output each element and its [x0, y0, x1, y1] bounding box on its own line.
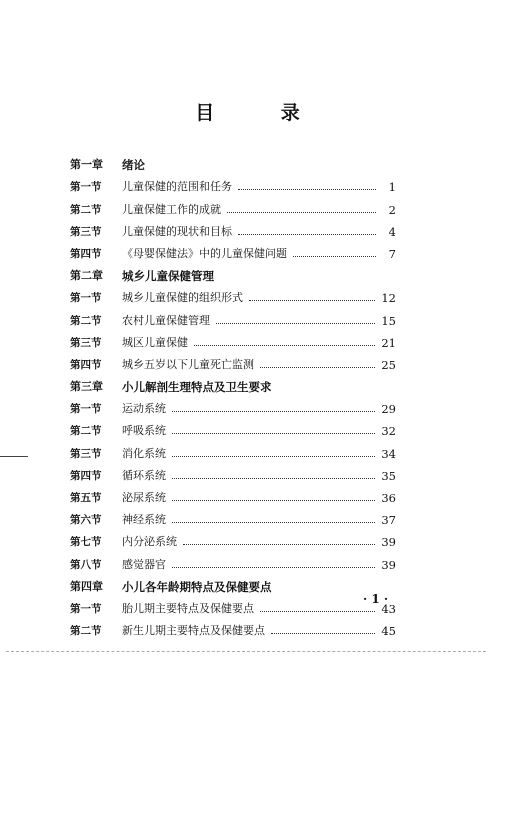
page-title: 目 录 — [195, 102, 330, 124]
section-title: 城乡五岁以下儿童死亡监测 — [122, 357, 254, 371]
dot-leader — [172, 566, 375, 568]
table-of-contents — [70, 150, 396, 638]
section-title: 消化系统 — [122, 446, 166, 460]
dot-leader — [172, 499, 375, 501]
chapter-label: 第三章 — [70, 380, 103, 394]
chapter-title: 绪论 — [122, 158, 145, 173]
toc-chapter-row — [70, 572, 396, 594]
dot-leader — [238, 188, 376, 190]
section-label: 第八节 — [70, 558, 102, 571]
section-label: 第二节 — [70, 314, 102, 327]
dot-leader — [293, 255, 376, 257]
toc-page-number: 29 — [381, 402, 396, 417]
section-title: 新生儿期主要特点及保健要点 — [122, 624, 265, 638]
toc-section-row — [70, 549, 396, 571]
chapter-title: 城乡儿童保健管理 — [122, 269, 214, 284]
toc-page-number: 21 — [381, 335, 396, 350]
toc-section-row — [70, 416, 396, 438]
dot-leader — [172, 432, 375, 434]
section-title: 感觉器官 — [122, 557, 166, 571]
section-label: 第六节 — [70, 514, 102, 527]
toc-section-row — [70, 594, 396, 616]
section-label: 第二节 — [70, 425, 102, 438]
section-label: 第三节 — [70, 336, 102, 349]
section-label: 第五节 — [70, 492, 102, 504]
toc-section-row — [70, 616, 396, 638]
chapter-title: 小儿各年龄期特点及保健要点 — [122, 579, 272, 594]
chapter-label: 第二章 — [70, 269, 103, 283]
toc-page-number: 25 — [381, 357, 396, 372]
section-title: 农村儿童保健管理 — [122, 313, 210, 327]
dot-leader — [172, 455, 375, 457]
toc-page-number: 39 — [381, 535, 396, 550]
toc-section-row — [70, 394, 396, 416]
dot-leader — [227, 211, 376, 213]
dot-leader — [172, 477, 375, 479]
chapter-title: 小儿解剖生理特点及卫生要求 — [122, 380, 272, 395]
section-label: 第四节 — [70, 247, 102, 260]
section-label: 第三节 — [70, 225, 102, 238]
toc-chapter-row — [70, 261, 396, 283]
dot-leader — [172, 410, 375, 412]
toc-page-number: 43 — [381, 601, 396, 616]
section-title: 儿童保健的现状和目标 — [122, 224, 232, 238]
toc-page-number: 4 — [388, 224, 396, 239]
dot-leader — [260, 366, 375, 368]
toc-page-number: 7 — [388, 246, 396, 261]
scan-bottom-line — [6, 651, 486, 652]
toc-section-row — [70, 194, 396, 216]
chapter-label: 第四章 — [70, 579, 103, 593]
section-title: 神经系统 — [122, 513, 166, 527]
section-title: 胎儿期主要特点及保健要点 — [122, 601, 254, 615]
toc-section-row — [70, 283, 396, 305]
toc-page-number: 1 — [388, 180, 396, 195]
dot-leader — [260, 610, 375, 612]
section-title: 运动系统 — [122, 402, 166, 416]
section-title: 城乡儿童保健的组织形式 — [122, 291, 243, 305]
dot-leader — [183, 543, 375, 545]
section-label: 第一节 — [70, 602, 102, 615]
section-label: 第一节 — [70, 181, 102, 194]
toc-section-row — [70, 438, 396, 460]
toc-page-number: 35 — [381, 468, 396, 483]
toc-chapter-row — [70, 372, 396, 394]
section-label: 第四节 — [70, 358, 102, 371]
dot-leader — [216, 322, 375, 324]
toc-page-number: 2 — [388, 202, 396, 217]
toc-page-number: 34 — [381, 446, 396, 461]
scan-edge-mark — [0, 456, 28, 457]
toc-section-row — [70, 461, 396, 483]
section-label: 第一节 — [70, 403, 102, 416]
section-title: 内分泌系统 — [122, 535, 177, 549]
dot-leader — [238, 233, 376, 235]
toc-section-row — [70, 527, 396, 549]
section-title: 儿童保健工作的成就 — [122, 202, 221, 216]
toc-section-row — [70, 505, 396, 527]
section-label: 第二节 — [70, 203, 102, 216]
toc-section-row — [70, 483, 396, 505]
toc-page-number: 12 — [381, 291, 396, 306]
section-title: 泌尿系统 — [122, 491, 166, 504]
toc-chapter-row — [70, 150, 396, 172]
toc-page-number: 45 — [381, 624, 396, 639]
toc-page-number: 37 — [381, 513, 396, 528]
toc-section-row — [70, 239, 396, 261]
section-title: 儿童保健的范围和任务 — [122, 180, 232, 194]
section-label: 第七节 — [70, 536, 102, 549]
dot-leader — [172, 521, 375, 523]
section-title: 城区儿童保健 — [122, 335, 188, 349]
toc-section-row — [70, 328, 396, 350]
section-label: 第三节 — [70, 447, 102, 460]
section-title: 循环系统 — [122, 468, 166, 482]
page-number: · 1 · — [363, 592, 389, 606]
toc-page-number: 39 — [381, 557, 396, 572]
dot-leader — [194, 344, 375, 346]
section-label: 第一节 — [70, 292, 102, 305]
dot-leader — [249, 299, 375, 301]
chapter-label: 第一章 — [70, 158, 103, 172]
toc-page-number: 15 — [381, 313, 396, 328]
section-title: 呼吸系统 — [122, 424, 166, 438]
section-label: 第四节 — [70, 469, 102, 482]
section-title: 《母婴保健法》中的儿童保健问题 — [122, 246, 287, 260]
toc-page-number: 36 — [381, 491, 396, 505]
toc-page-number: 32 — [381, 424, 396, 439]
toc-section-row — [70, 217, 396, 239]
toc-section-row — [70, 172, 396, 194]
section-label: 第二节 — [70, 625, 102, 638]
toc-section-row — [70, 350, 396, 372]
dot-leader — [271, 632, 375, 634]
toc-section-row — [70, 305, 396, 327]
